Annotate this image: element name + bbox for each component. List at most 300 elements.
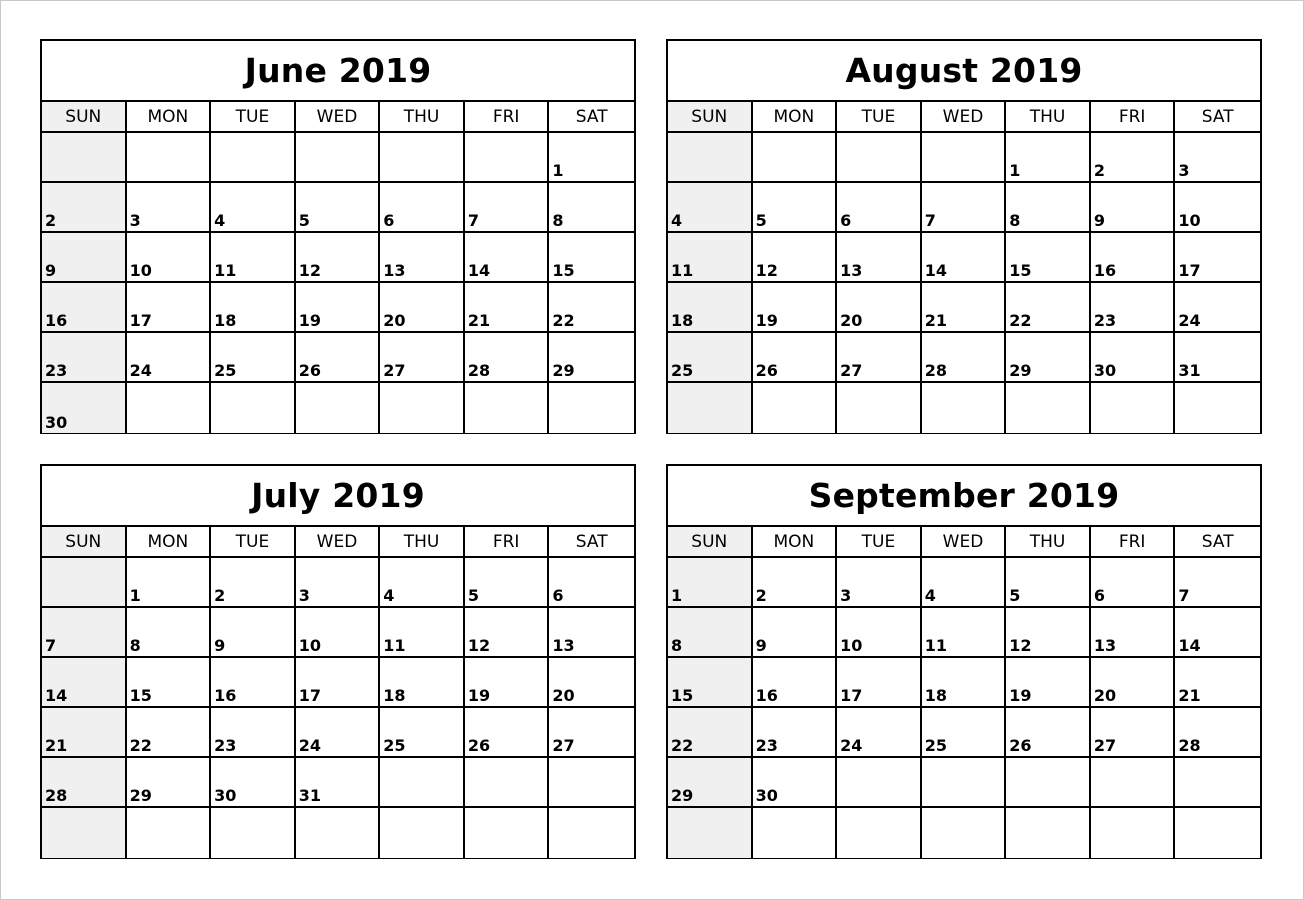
day-cell — [1175, 283, 1260, 333]
day-cell — [549, 708, 634, 758]
day-number: 28 — [1178, 736, 1201, 755]
day-number: 1 — [552, 161, 564, 180]
day-cell — [922, 333, 1007, 383]
calendar-title: September 2019 — [668, 466, 1260, 527]
weekday-header-sat: SAT — [1175, 102, 1260, 133]
day-cell — [42, 808, 127, 858]
day-cell — [753, 808, 838, 858]
day-number: 31 — [298, 786, 321, 805]
day-cell — [211, 233, 296, 283]
day-cell — [296, 808, 381, 858]
day-cell — [211, 608, 296, 658]
day-cell — [668, 333, 753, 383]
day-number: 29 — [1009, 361, 1032, 380]
day-number: 17 — [1178, 261, 1201, 280]
day-cell — [1006, 233, 1091, 283]
day-number: 19 — [298, 311, 321, 330]
day-cell — [549, 283, 634, 333]
day-number: 3 — [298, 586, 310, 605]
day-cell — [1006, 608, 1091, 658]
day-number: 17 — [840, 686, 863, 705]
day-cell — [549, 383, 634, 433]
weekday-header-fri: FRI — [1091, 527, 1176, 558]
day-cell — [1175, 233, 1260, 283]
day-cell — [837, 383, 922, 433]
day-cell — [549, 183, 634, 233]
day-cell — [296, 758, 381, 808]
day-cell — [837, 133, 922, 183]
day-cell — [1006, 183, 1091, 233]
day-cell — [753, 608, 838, 658]
weekday-header-tue: TUE — [211, 527, 296, 558]
day-cell — [922, 808, 1007, 858]
day-cell — [1091, 758, 1176, 808]
day-cell — [668, 758, 753, 808]
day-cell — [1006, 333, 1091, 383]
day-cell — [465, 133, 550, 183]
day-cell — [1175, 183, 1260, 233]
weekday-header-sun: SUN — [42, 102, 127, 133]
day-cell — [127, 608, 212, 658]
day-cell — [465, 333, 550, 383]
day-number: 11 — [924, 636, 947, 655]
day-number: 10 — [840, 636, 863, 655]
day-cell — [1006, 133, 1091, 183]
day-number: 1 — [129, 586, 141, 605]
day-number: 26 — [467, 736, 491, 755]
day-cell — [753, 383, 838, 433]
day-number: 13 — [1093, 636, 1117, 655]
day-number: 15 — [1009, 261, 1032, 280]
day-cell — [753, 708, 838, 758]
day-cell — [211, 658, 296, 708]
weekday-header-sat: SAT — [549, 102, 634, 133]
weekday-header-wed: WED — [296, 527, 381, 558]
day-number: 29 — [671, 786, 694, 805]
day-number: 16 — [214, 686, 237, 705]
day-cell — [465, 233, 550, 283]
day-cell — [465, 183, 550, 233]
day-number: 18 — [383, 686, 406, 705]
day-cell — [380, 283, 465, 333]
day-number: 20 — [1093, 686, 1117, 705]
weekday-header-wed: WED — [296, 102, 381, 133]
day-cell — [922, 758, 1007, 808]
day-cell — [922, 183, 1007, 233]
day-number: 17 — [129, 311, 152, 330]
day-number: 30 — [1093, 361, 1117, 380]
day-cell — [380, 183, 465, 233]
day-cell — [549, 333, 634, 383]
day-number: 2 — [755, 586, 767, 605]
calendar-title: July 2019 — [42, 466, 634, 527]
weekday-header-sun: SUN — [668, 102, 753, 133]
day-number: 28 — [45, 786, 68, 805]
weekday-header-thu: THU — [380, 527, 465, 558]
day-number: 27 — [383, 361, 406, 380]
day-cell — [668, 283, 753, 333]
day-cell — [127, 383, 212, 433]
calendar-september-2019 — [666, 464, 1262, 859]
day-cell — [380, 708, 465, 758]
day-cell — [211, 283, 296, 333]
day-number: 13 — [552, 636, 575, 655]
day-cell — [549, 608, 634, 658]
day-cell — [922, 233, 1007, 283]
day-cell — [1091, 383, 1176, 433]
day-cell — [549, 808, 634, 858]
day-number: 24 — [129, 361, 152, 380]
day-cell — [296, 333, 381, 383]
day-cell — [380, 558, 465, 608]
day-number: 7 — [924, 211, 936, 230]
day-cell — [549, 658, 634, 708]
day-number: 9 — [214, 636, 226, 655]
day-number: 10 — [298, 636, 321, 655]
day-cell — [549, 758, 634, 808]
day-number: 2 — [1093, 161, 1105, 180]
day-number: 28 — [924, 361, 947, 380]
day-cell — [211, 383, 296, 433]
day-number: 16 — [45, 311, 68, 330]
weekday-header-mon: MON — [127, 527, 212, 558]
day-cell — [1091, 608, 1176, 658]
day-cell — [296, 283, 381, 333]
day-number: 20 — [383, 311, 406, 330]
day-cell — [296, 233, 381, 283]
day-cell — [1175, 133, 1260, 183]
day-number: 22 — [552, 311, 575, 330]
day-number: 16 — [1093, 261, 1117, 280]
day-cell — [380, 808, 465, 858]
day-number: 14 — [924, 261, 947, 280]
weekday-header-sun: SUN — [668, 527, 753, 558]
day-cell — [668, 558, 753, 608]
day-number: 28 — [467, 361, 491, 380]
day-cell — [753, 233, 838, 283]
day-number: 9 — [755, 636, 767, 655]
day-number: 21 — [924, 311, 947, 330]
day-number: 9 — [45, 261, 57, 280]
day-cell — [837, 558, 922, 608]
day-cell — [42, 708, 127, 758]
weekday-header-mon: MON — [753, 102, 838, 133]
calendar-august-2019 — [666, 39, 1262, 434]
day-cell — [1006, 283, 1091, 333]
day-number: 27 — [552, 736, 575, 755]
calendar-title: August 2019 — [668, 41, 1260, 102]
day-number: 11 — [383, 636, 406, 655]
day-cell — [296, 133, 381, 183]
day-number: 29 — [552, 361, 575, 380]
day-cell — [753, 758, 838, 808]
calendar-grid — [668, 527, 1260, 858]
day-number: 23 — [214, 736, 237, 755]
day-number: 19 — [755, 311, 778, 330]
day-number: 29 — [129, 786, 152, 805]
day-cell — [753, 133, 838, 183]
day-cell — [1175, 658, 1260, 708]
day-number: 25 — [671, 361, 694, 380]
day-number: 30 — [45, 413, 68, 432]
day-cell — [465, 558, 550, 608]
day-number: 30 — [214, 786, 237, 805]
day-number: 20 — [552, 686, 575, 705]
day-number: 19 — [1009, 686, 1032, 705]
day-cell — [465, 758, 550, 808]
day-cell — [922, 283, 1007, 333]
day-cell — [465, 608, 550, 658]
day-cell — [837, 283, 922, 333]
day-cell — [837, 233, 922, 283]
calendar-july-2019 — [40, 464, 636, 859]
day-cell — [922, 558, 1007, 608]
day-number: 7 — [467, 211, 479, 230]
day-cell — [668, 183, 753, 233]
day-cell — [549, 558, 634, 608]
day-cell — [42, 383, 127, 433]
day-cell — [1006, 808, 1091, 858]
day-cell — [127, 758, 212, 808]
day-cell — [127, 558, 212, 608]
calendar-grid — [668, 102, 1260, 433]
day-cell — [668, 608, 753, 658]
day-cell — [1175, 708, 1260, 758]
day-cell — [465, 383, 550, 433]
day-number: 4 — [383, 586, 395, 605]
day-cell — [1091, 283, 1176, 333]
day-number: 12 — [755, 261, 778, 280]
day-cell — [127, 183, 212, 233]
weekday-header-tue: TUE — [211, 102, 296, 133]
day-cell — [1006, 383, 1091, 433]
day-cell — [837, 808, 922, 858]
day-number: 20 — [840, 311, 863, 330]
day-number: 13 — [383, 261, 406, 280]
day-cell — [127, 133, 212, 183]
weekday-header-mon: MON — [753, 527, 838, 558]
day-cell — [753, 558, 838, 608]
day-cell — [465, 808, 550, 858]
day-number: 25 — [924, 736, 947, 755]
day-cell — [922, 383, 1007, 433]
day-cell — [1175, 333, 1260, 383]
day-number: 12 — [298, 261, 321, 280]
day-cell — [837, 708, 922, 758]
day-cell — [1006, 658, 1091, 708]
day-number: 7 — [45, 636, 57, 655]
day-cell — [1006, 708, 1091, 758]
day-number: 22 — [129, 736, 152, 755]
weekday-header-fri: FRI — [465, 102, 550, 133]
day-cell — [127, 658, 212, 708]
day-cell — [42, 183, 127, 233]
day-cell — [1006, 758, 1091, 808]
day-number: 6 — [383, 211, 395, 230]
day-cell — [127, 333, 212, 383]
day-cell — [465, 658, 550, 708]
day-number: 12 — [467, 636, 491, 655]
day-number: 12 — [1009, 636, 1032, 655]
day-number: 21 — [1178, 686, 1201, 705]
day-number: 13 — [840, 261, 863, 280]
day-cell — [127, 283, 212, 333]
day-cell — [296, 558, 381, 608]
day-number: 6 — [1093, 586, 1105, 605]
day-cell — [380, 333, 465, 383]
day-number: 31 — [1178, 361, 1201, 380]
day-cell — [1175, 808, 1260, 858]
day-number: 26 — [1009, 736, 1032, 755]
day-cell — [296, 708, 381, 758]
day-cell — [1175, 758, 1260, 808]
day-number: 27 — [840, 361, 863, 380]
day-cell — [211, 708, 296, 758]
day-cell — [465, 708, 550, 758]
day-cell — [668, 808, 753, 858]
calendar-june-2019 — [40, 39, 636, 434]
day-cell — [380, 658, 465, 708]
day-cell — [127, 233, 212, 283]
day-cell — [753, 283, 838, 333]
weekday-header-sun: SUN — [42, 527, 127, 558]
day-number: 23 — [1093, 311, 1117, 330]
day-cell — [1091, 183, 1176, 233]
day-number: 30 — [755, 786, 778, 805]
day-number: 21 — [467, 311, 491, 330]
day-cell — [922, 608, 1007, 658]
day-number: 6 — [840, 211, 852, 230]
day-cell — [380, 758, 465, 808]
day-number: 18 — [924, 686, 947, 705]
day-cell — [549, 233, 634, 283]
weekday-header-mon: MON — [127, 102, 212, 133]
day-number: 8 — [671, 636, 683, 655]
day-cell — [549, 133, 634, 183]
day-cell — [922, 133, 1007, 183]
day-cell — [668, 658, 753, 708]
day-cell — [127, 708, 212, 758]
day-number: 21 — [45, 736, 68, 755]
day-number: 14 — [45, 686, 68, 705]
day-cell — [380, 133, 465, 183]
day-cell — [1175, 383, 1260, 433]
day-cell — [42, 608, 127, 658]
day-number: 7 — [1178, 586, 1190, 605]
day-number: 11 — [214, 261, 237, 280]
weekday-header-wed: WED — [922, 102, 1007, 133]
day-number: 24 — [1178, 311, 1201, 330]
day-cell — [1091, 558, 1176, 608]
day-number: 5 — [467, 586, 479, 605]
day-number: 23 — [755, 736, 778, 755]
day-number: 2 — [214, 586, 226, 605]
day-cell — [837, 758, 922, 808]
weekday-header-fri: FRI — [465, 527, 550, 558]
weekday-header-thu: THU — [380, 102, 465, 133]
day-cell — [1175, 558, 1260, 608]
day-number: 1 — [1009, 161, 1021, 180]
day-number: 4 — [671, 211, 683, 230]
day-cell — [296, 383, 381, 433]
day-cell — [211, 183, 296, 233]
day-cell — [42, 283, 127, 333]
day-number: 6 — [552, 586, 564, 605]
day-number: 26 — [298, 361, 321, 380]
day-cell — [296, 658, 381, 708]
day-number: 14 — [1178, 636, 1201, 655]
day-number: 26 — [755, 361, 778, 380]
day-number: 5 — [755, 211, 767, 230]
day-cell — [922, 708, 1007, 758]
weekday-header-thu: THU — [1006, 527, 1091, 558]
day-cell — [211, 558, 296, 608]
day-cell — [1091, 808, 1176, 858]
weekday-header-wed: WED — [922, 527, 1007, 558]
day-cell — [753, 333, 838, 383]
day-cell — [380, 383, 465, 433]
day-number: 4 — [214, 211, 226, 230]
day-number: 18 — [671, 311, 694, 330]
day-number: 16 — [755, 686, 778, 705]
day-number: 10 — [1178, 211, 1201, 230]
day-number: 17 — [298, 686, 321, 705]
day-number: 9 — [1093, 211, 1105, 230]
day-cell — [42, 233, 127, 283]
day-cell — [837, 608, 922, 658]
day-number: 4 — [924, 586, 936, 605]
day-number: 15 — [552, 261, 575, 280]
day-number: 2 — [45, 211, 57, 230]
day-number: 23 — [45, 361, 68, 380]
day-cell — [42, 133, 127, 183]
weekday-header-sat: SAT — [549, 527, 634, 558]
day-number: 8 — [1009, 211, 1021, 230]
day-cell — [42, 658, 127, 708]
day-number: 10 — [129, 261, 152, 280]
day-cell — [753, 183, 838, 233]
calendar-grid — [42, 102, 634, 433]
day-cell — [1091, 658, 1176, 708]
day-cell — [1091, 233, 1176, 283]
day-number: 8 — [552, 211, 564, 230]
day-cell — [1091, 708, 1176, 758]
day-number: 1 — [671, 586, 683, 605]
day-cell — [1091, 133, 1176, 183]
day-number: 27 — [1093, 736, 1117, 755]
day-cell — [1006, 558, 1091, 608]
day-cell — [42, 758, 127, 808]
weekday-header-thu: THU — [1006, 102, 1091, 133]
weekday-header-tue: TUE — [837, 102, 922, 133]
day-cell — [1175, 608, 1260, 658]
weekday-header-tue: TUE — [837, 527, 922, 558]
weekday-header-sat: SAT — [1175, 527, 1260, 558]
day-number: 25 — [214, 361, 237, 380]
day-number: 19 — [467, 686, 491, 705]
day-number: 24 — [840, 736, 863, 755]
day-cell — [211, 333, 296, 383]
day-cell — [127, 808, 212, 858]
day-number: 15 — [129, 686, 152, 705]
day-number: 15 — [671, 686, 694, 705]
day-cell — [668, 233, 753, 283]
calendar-title: June 2019 — [42, 41, 634, 102]
day-cell — [296, 183, 381, 233]
day-number: 22 — [671, 736, 694, 755]
day-cell — [837, 658, 922, 708]
day-cell — [380, 233, 465, 283]
